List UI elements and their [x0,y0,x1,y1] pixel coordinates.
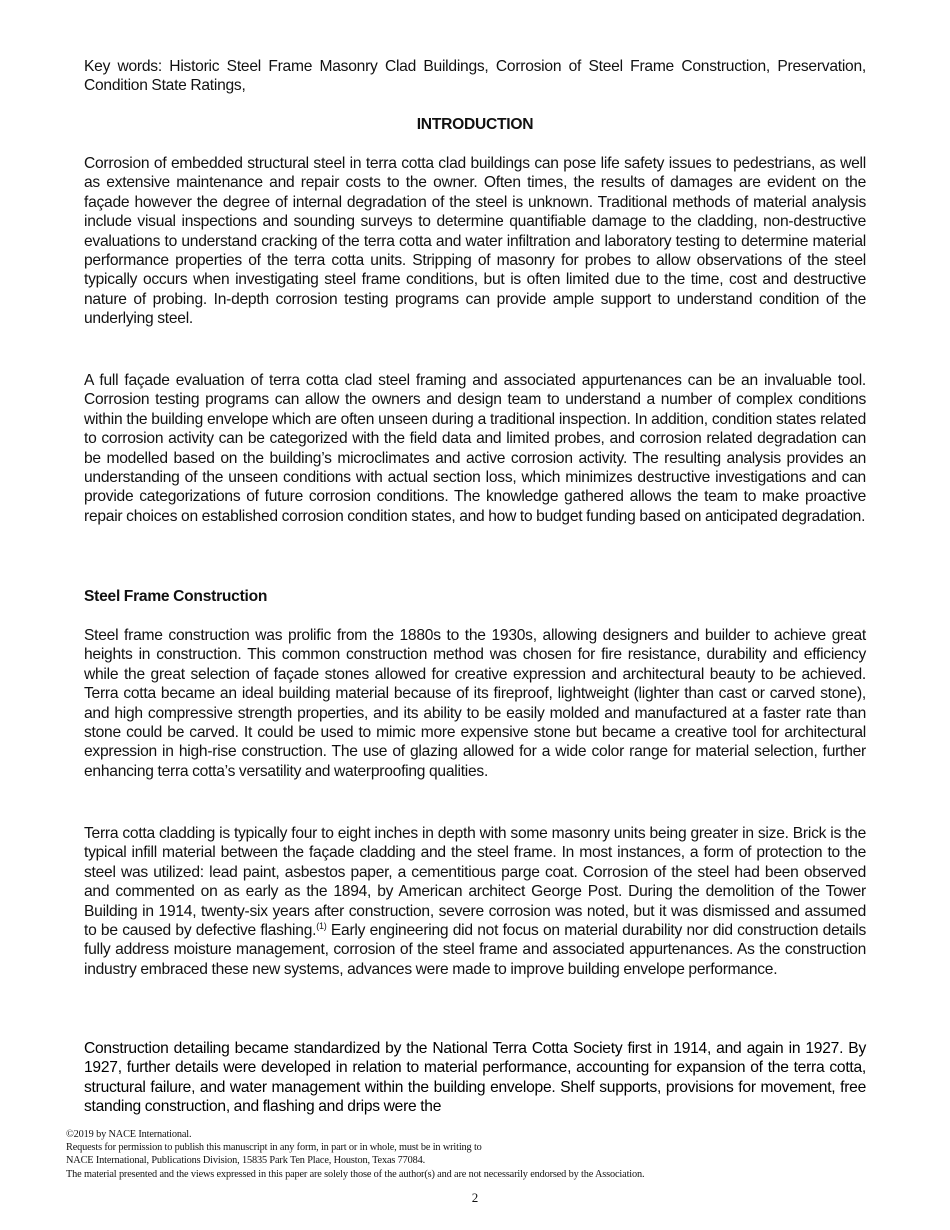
steel-frame-paragraph-3: Construction detailing became standardized by the National Terra Cotta Society first in 1914, and again in 1927. By 1927, further details were developed in relation to material performance, accounting for expansion of the terra cotta, structural failure, and water management within the building envelope. Shelf supports, provisions for movement, free standing construction, and flashing and drips were the [84,1040,866,1116]
reference-superscript: (1) [316,921,327,932]
intro-paragraph-1: Corrosion of embedded structural steel in terra cotta clad buildings can pose life safety issues to pedestrians, as well as extensive maintenance and repair costs to the owner. Often times, the results of damages are evident on the façade however the degree of internal degradation of the steel is unknown. Traditional methods of material analysis include visual inspections and sounding surveys to determine quantifiable damage to the cladding, non-destructive evaluations to understand cracking of the terra cotta and water infiltration and laboratory testing to determine material performance properties of the terra cotta units. Stripping of masonry for probes to allow observations of the steel typically occurs when investigating steel frame conditions, but is often limited due to the time, cost and destructive nature of probing. In-depth corrosion testing programs can provide ample support to understand condition of the underlying steel. [84,155,866,328]
footer-permission: Requests for permission to publish this manuscript in any form, in part or in whole, must be in writing to [66,1142,482,1154]
steel-frame-construction-heading: Steel Frame Construction [84,588,268,605]
footer-copyright: ©2019 by NACE International. [66,1129,192,1140]
copyright-footer [66,1128,644,1181]
steel-frame-paragraph-2 [84,824,866,979]
footer-disclaimer: The material presented and the views expressed in this paper are solely those of the author(s) and are not necessarily endorsed by the Association. [66,1168,645,1180]
page-number: 2 [471,1190,479,1205]
footer-address: NACE International, Publications Division, 15835 Park Ten Place, Houston, Texas 77084. [66,1155,426,1167]
introduction-heading: INTRODUCTION [416,116,534,133]
steel-frame-paragraph-1: Steel frame construction was prolific from the 1880s to the 1930s, allowing designers and builder to achieve great heights in construction. This common construction method was chosen for fire resistance, durability and efficiency while the great selection of façade stones allowed for creative expression and architectural beauty to be achieved. Terra cotta became an ideal building material because of its fireproof, lightweight (lighter than cast or carved stone), and high compressive strength properties, and its ability to be easily molded and manufactured at a faster rate than stone could be carved. It could be used to mimic more expensive stone but became a creative tool for architectural expression in high-rise construction. The use of glazing allowed for a wide color range for material selection, further enhancing terra cotta’s versatility and waterproofing qualities. [84,627,866,780]
intro-paragraph-2: A full façade evaluation of terra cotta clad steel framing and associated appurtenances can be an invaluable tool. Corrosion testing programs can allow the owners and design team to understand a number of complex conditions within the building envelope which are often unseen during a traditional inspection. In addition, condition states related to corrosion activity can be categorized with the field data and limited probes, and corrosion related degradation can be modelled based on the building’s microclimates and active corrosion activity. The resulting analysis provides an understanding of the unseen conditions with actual section loss, which minimizes destructive investigations and can provide categorizations of future corrosion conditions. The knowledge gathered allows the team to make proactive repair choices on established corrosion condition states, and how to budget funding based on anticipated degradation. [84,372,866,525]
paragraph-text: Early engineering did not focus on material durability nor did construction details fully address moisture management, corrosion of the steel frame and associated appurtenances. As the construction industry embraced these new systems, advances were made to improve building envelope performance. [84,922,866,978]
paragraph-text: Terra cotta cladding is typically four to eight inches in depth with some masonry units being greater in size. Brick is the typical infill material between the façade cladding and the steel frame. In most instances, a form of protection to the steel was utilized: lead paint, asbestos paper, a cementitious parge coat. Corrosion of the steel had been observed and commented on as early as the 1894, by American architect George Post. During the demolition of the Tower Building in 1914, twenty-six years after construction, severe corrosion was noted, but it was dismissed and assumed to be caused by defective flashing. [84,825,866,940]
keywords: Key words: Historic Steel Frame Masonry Clad Buildings, Corrosion of Steel Frame Construction, Preservation, Condition State Ratings, [84,58,866,95]
